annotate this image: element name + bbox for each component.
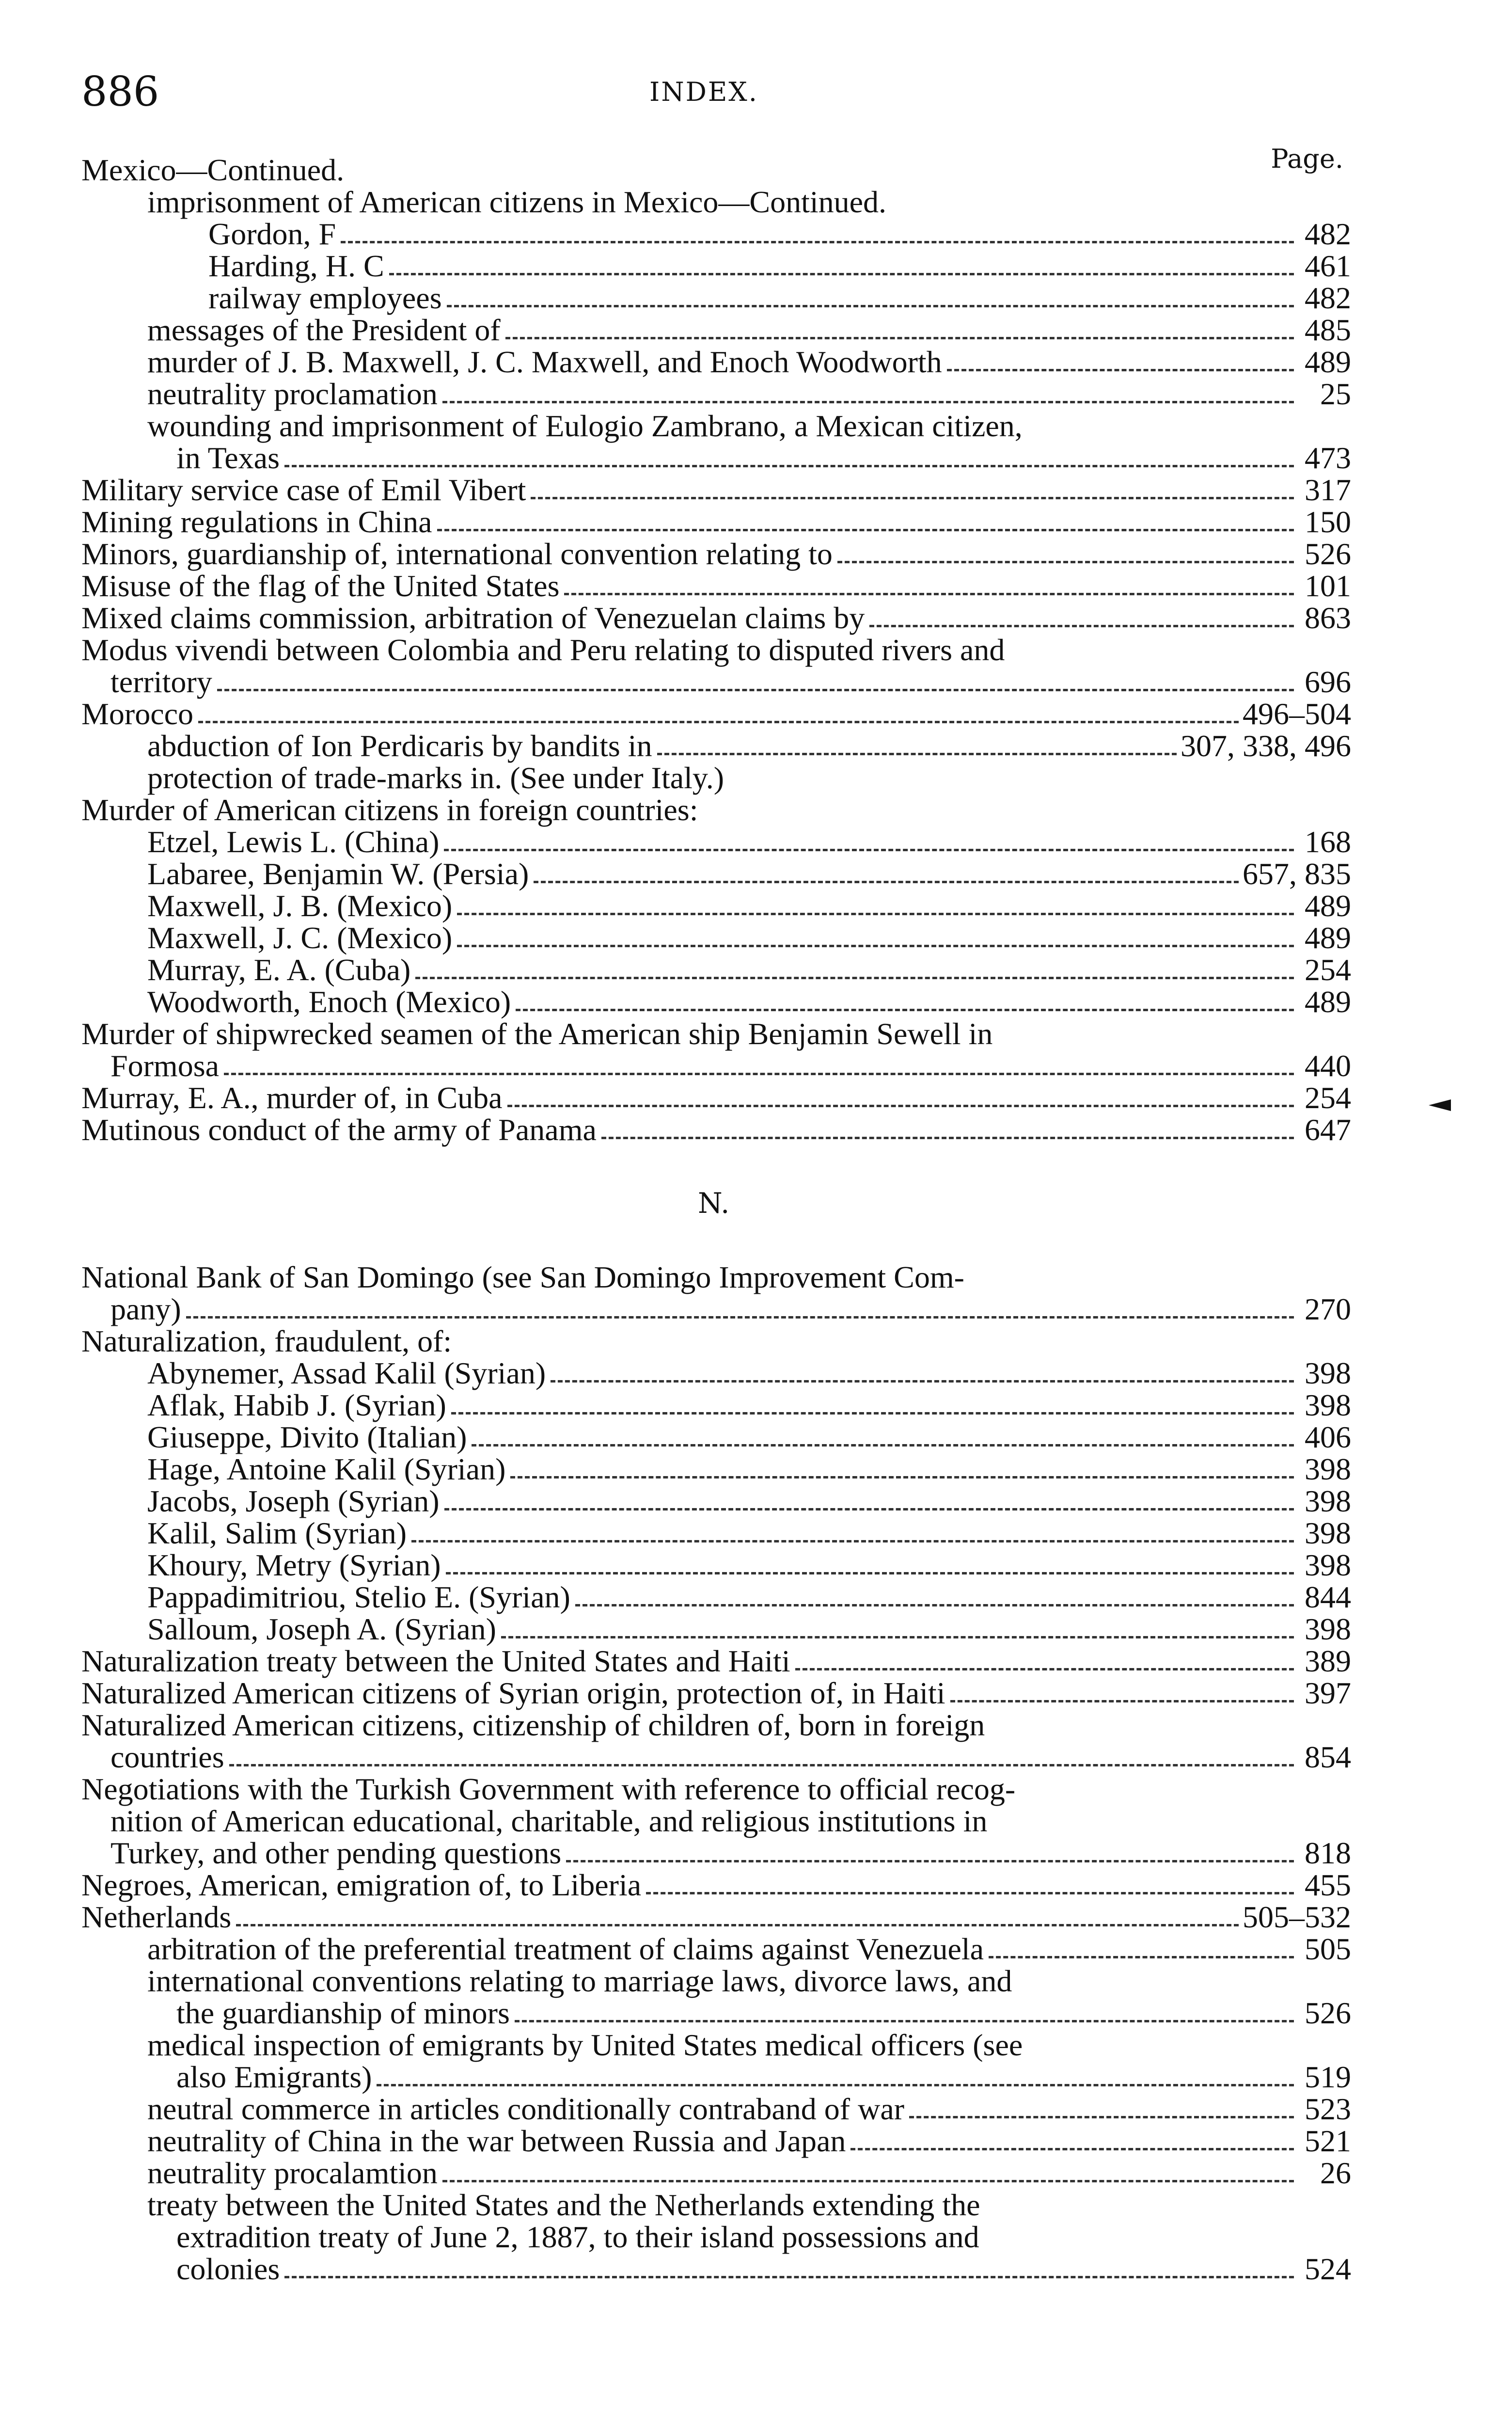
dot-leader bbox=[646, 1892, 1294, 1894]
index-entry bbox=[81, 2189, 1351, 2285]
page-column-label: Page. bbox=[1271, 143, 1343, 174]
dot-leader bbox=[389, 273, 1294, 275]
dot-leader bbox=[657, 753, 1177, 755]
dot-leader bbox=[566, 1860, 1294, 1862]
dot-leader bbox=[229, 1764, 1294, 1766]
dot-leader bbox=[377, 2084, 1294, 2086]
entry-continuation: the guardianship of minors bbox=[176, 1996, 510, 2030]
page-reference: 489 bbox=[1305, 345, 1351, 379]
index-entry bbox=[81, 922, 1351, 954]
entry-continuation: countries bbox=[110, 1740, 224, 1774]
dot-leader bbox=[531, 497, 1294, 499]
page-reference: 398 bbox=[1305, 1356, 1351, 1390]
entry-continuation: nition of American educational, charitable, and religious institutions in bbox=[110, 1804, 988, 1838]
page-reference: 854 bbox=[1305, 1740, 1351, 1774]
index-entry bbox=[81, 1082, 1351, 1114]
index-entry bbox=[81, 890, 1351, 922]
dot-leader bbox=[950, 1700, 1294, 1702]
index-entry bbox=[81, 1965, 1351, 2029]
dot-leader bbox=[795, 1668, 1294, 1670]
index-entry bbox=[81, 1613, 1351, 1645]
index-entry bbox=[81, 2093, 1351, 2125]
index-entry bbox=[81, 1933, 1351, 1965]
page-reference: 526 bbox=[1305, 1996, 1351, 2030]
dot-leader bbox=[446, 1572, 1294, 1574]
section-m-entries bbox=[81, 154, 1351, 1146]
entry-text: treaty between the United States and the Netherlands extending the bbox=[147, 2188, 980, 2222]
page-reference: 482 bbox=[1305, 217, 1351, 251]
page-reference: 26 bbox=[1320, 2156, 1351, 2190]
index-entry bbox=[81, 1389, 1351, 1421]
entry-text: protection of trade-marks in. (See under Italy.) bbox=[147, 761, 724, 795]
dot-leader bbox=[444, 1508, 1294, 1510]
entry-text: Naturalized American citizens, citizenship of children of, born in foreign bbox=[81, 1708, 985, 1742]
entry-text: Khoury, Metry (Syrian) bbox=[147, 1548, 441, 1582]
page-reference: 25 bbox=[1320, 377, 1351, 411]
index-entry bbox=[81, 1517, 1351, 1549]
index-entry bbox=[81, 730, 1351, 762]
page-reference: 519 bbox=[1305, 2060, 1351, 2094]
index-entry bbox=[81, 314, 1351, 346]
page-reference: 440 bbox=[1305, 1049, 1351, 1083]
dot-leader bbox=[472, 1444, 1294, 1446]
entry-continuation: in Texas bbox=[176, 441, 280, 475]
entry-text: Gordon, F bbox=[208, 217, 336, 251]
entry-text: murder of J. B. Maxwell, J. C. Maxwell, and Enoch Woodworth bbox=[147, 345, 942, 379]
index-entry bbox=[81, 570, 1351, 602]
page-reference: 101 bbox=[1305, 569, 1351, 603]
dot-leader bbox=[224, 1073, 1294, 1075]
index-entry bbox=[81, 986, 1351, 1018]
dot-leader bbox=[284, 465, 1294, 467]
entry-text: wounding and imprisonment of Eulogio Zambrano, a Mexican citizen, bbox=[147, 409, 1023, 443]
dot-leader bbox=[437, 529, 1294, 531]
dot-leader bbox=[505, 337, 1294, 339]
entry-text: medical inspection of emigrants by United States medical officers (see bbox=[147, 2028, 1023, 2062]
index-entry bbox=[81, 1421, 1351, 1453]
dot-leader bbox=[236, 1924, 1239, 1926]
page-reference: 524 bbox=[1305, 2252, 1351, 2286]
dot-leader bbox=[850, 2148, 1294, 2150]
index-entry bbox=[81, 282, 1351, 314]
entry-continuation: Turkey, and other pending questions bbox=[110, 1836, 562, 1870]
entry-text: Giuseppe, Divito (Italian) bbox=[147, 1420, 467, 1454]
entry-text: Harding, H. C bbox=[208, 249, 384, 283]
entry-text: Mixed claims commission, arbitration of Venezuelan claims by bbox=[81, 601, 865, 635]
index-entry bbox=[81, 218, 1351, 250]
entry-continuation: territory bbox=[110, 665, 212, 699]
index-entry bbox=[81, 1645, 1351, 1677]
dot-leader bbox=[457, 913, 1294, 915]
dot-leader bbox=[601, 1137, 1294, 1139]
page-reference: 489 bbox=[1305, 921, 1351, 955]
index-entry bbox=[81, 794, 1351, 826]
entry-text: Abynemer, Assad Kalil (Syrian) bbox=[147, 1356, 546, 1390]
dot-leader bbox=[989, 1956, 1294, 1958]
dot-leader bbox=[442, 2180, 1294, 2182]
index-entry bbox=[81, 954, 1351, 986]
dot-leader bbox=[869, 625, 1294, 627]
dot-leader bbox=[534, 881, 1239, 883]
entry-text: Pappadimitriou, Stelio E. (Syrian) bbox=[147, 1580, 570, 1614]
entry-text: Naturalization, fraudulent, of: bbox=[81, 1324, 452, 1358]
index-entry bbox=[81, 186, 1351, 218]
index-entry bbox=[81, 474, 1351, 506]
entry-continuation: also Emigrants) bbox=[176, 2060, 372, 2094]
page-reference: 150 bbox=[1305, 505, 1351, 539]
page-reference: 455 bbox=[1305, 1868, 1351, 1902]
entry-text: Salloum, Joseph A. (Syrian) bbox=[147, 1612, 496, 1646]
index-entry bbox=[81, 2157, 1351, 2189]
index-entry bbox=[81, 1357, 1351, 1389]
entry-continuation: extradition treaty of June 2, 1887, to their island possessions and bbox=[176, 2220, 979, 2254]
page-reference: 398 bbox=[1305, 1484, 1351, 1518]
entry-continuation: pany) bbox=[110, 1292, 181, 1326]
dot-leader bbox=[909, 2116, 1294, 2118]
page-reference: 307, 338, 496 bbox=[1181, 729, 1351, 763]
page-reference: 485 bbox=[1305, 313, 1351, 347]
entry-text: Naturalized American citizens of Syrian origin, protection of, in Haiti bbox=[81, 1676, 945, 1710]
entry-text: Naturalization treaty between the United States and Haiti bbox=[81, 1644, 790, 1678]
dot-leader bbox=[284, 2276, 1294, 2278]
page-reference: 168 bbox=[1305, 825, 1351, 859]
entry-text: National Bank of San Domingo (see San Domingo Improvement Com- bbox=[81, 1260, 964, 1294]
running-head: INDEX. bbox=[649, 77, 758, 107]
section-letter-n: N. bbox=[698, 1187, 730, 1220]
entry-text: imprisonment of American citizens in Mexico—Continued. bbox=[147, 185, 887, 219]
index-entry bbox=[81, 1485, 1351, 1517]
index-entry bbox=[81, 602, 1351, 634]
entry-text: Modus vivendi between Colombia and Peru relating to disputed rivers and bbox=[81, 633, 1005, 667]
entry-text: Maxwell, J. C. (Mexico) bbox=[147, 921, 453, 955]
index-entry bbox=[81, 1709, 1351, 1773]
entry-text: Aflak, Habib J. (Syrian) bbox=[147, 1388, 446, 1422]
index-entry bbox=[81, 762, 1351, 794]
index-entry bbox=[81, 538, 1351, 570]
dot-leader bbox=[510, 1476, 1294, 1478]
page-reference: 863 bbox=[1305, 601, 1351, 635]
page-reference: 389 bbox=[1305, 1644, 1351, 1678]
index-entry bbox=[81, 1549, 1351, 1581]
margin-pointer-icon bbox=[1429, 1099, 1451, 1111]
dot-leader bbox=[415, 977, 1294, 979]
index-entry bbox=[81, 698, 1351, 730]
index-entry bbox=[81, 1018, 1351, 1082]
dot-leader bbox=[186, 1316, 1294, 1319]
index-entry bbox=[81, 634, 1351, 698]
entry-text: Labaree, Benjamin W. (Persia) bbox=[147, 857, 529, 891]
entry-text: Mining regulations in China bbox=[81, 505, 432, 539]
dot-leader bbox=[411, 1540, 1294, 1542]
entry-text: Negotiations with the Turkish Government with reference to official recog- bbox=[81, 1772, 1016, 1806]
dot-leader bbox=[217, 689, 1294, 691]
index-entry bbox=[81, 2029, 1351, 2093]
dot-leader bbox=[947, 369, 1294, 371]
page-reference: 523 bbox=[1305, 2092, 1351, 2126]
entry-text: Mutinous conduct of the army of Panama bbox=[81, 1113, 597, 1147]
entry-text: Mexico—Continued. bbox=[81, 153, 345, 187]
page-reference: 317 bbox=[1305, 473, 1351, 507]
index-entry bbox=[81, 1114, 1351, 1146]
entry-text: Murder of shipwrecked seamen of the American ship Benjamin Sewell in bbox=[81, 1017, 993, 1051]
dot-leader bbox=[507, 1105, 1294, 1107]
dot-leader bbox=[564, 593, 1294, 595]
page-reference: 398 bbox=[1305, 1516, 1351, 1550]
index-entry bbox=[81, 2125, 1351, 2157]
entry-continuation: Formosa bbox=[110, 1049, 219, 1083]
page-reference: 406 bbox=[1305, 1420, 1351, 1454]
index-entry bbox=[81, 346, 1351, 378]
dot-leader bbox=[442, 401, 1294, 403]
page-reference: 254 bbox=[1305, 953, 1351, 987]
dot-leader bbox=[501, 1636, 1294, 1638]
page-reference: 844 bbox=[1305, 1580, 1351, 1614]
entry-text: Etzel, Lewis L. (China) bbox=[147, 825, 440, 859]
page-reference: 647 bbox=[1305, 1113, 1351, 1147]
entry-text: neutrality of China in the war between Russia and Japan bbox=[147, 2124, 846, 2158]
dot-leader bbox=[551, 1380, 1294, 1383]
index-entry bbox=[81, 1869, 1351, 1901]
page-reference: 521 bbox=[1305, 2124, 1351, 2158]
index-entry bbox=[81, 826, 1351, 858]
entry-text: Murray, E. A., murder of, in Cuba bbox=[81, 1081, 503, 1115]
entry-text: Kalil, Salim (Syrian) bbox=[147, 1516, 407, 1550]
dot-leader bbox=[516, 1009, 1294, 1011]
page-reference: 818 bbox=[1305, 1836, 1351, 1870]
dot-leader bbox=[575, 1604, 1294, 1606]
dot-leader bbox=[515, 2020, 1294, 2022]
page-reference: 657, 835 bbox=[1243, 857, 1351, 891]
index-entry bbox=[81, 250, 1351, 282]
entry-text: railway employees bbox=[208, 281, 442, 315]
dot-leader bbox=[457, 945, 1294, 947]
entry-text: Minors, guardianship of, international convention relating to bbox=[81, 537, 833, 571]
index-entry bbox=[81, 1261, 1351, 1325]
index-entry bbox=[81, 858, 1351, 890]
entry-text: Murder of American citizens in foreign countries: bbox=[81, 793, 698, 827]
index-entry bbox=[81, 1581, 1351, 1613]
entry-text: Morocco bbox=[81, 697, 194, 731]
page-number: 886 bbox=[81, 68, 159, 115]
dot-leader bbox=[451, 1412, 1294, 1415]
dot-leader bbox=[341, 241, 1294, 243]
page-reference: 398 bbox=[1305, 1388, 1351, 1422]
dot-leader bbox=[837, 561, 1294, 563]
page-reference: 270 bbox=[1305, 1292, 1351, 1326]
entry-text: Jacobs, Joseph (Syrian) bbox=[147, 1484, 440, 1518]
index-entry bbox=[81, 506, 1351, 538]
dot-leader bbox=[447, 305, 1294, 307]
entry-text: Netherlands bbox=[81, 1900, 232, 1934]
page-reference: 473 bbox=[1305, 441, 1351, 475]
page-reference: 461 bbox=[1305, 249, 1351, 283]
index-entry bbox=[81, 378, 1351, 410]
index-entry bbox=[81, 410, 1351, 474]
index-entry bbox=[81, 1901, 1351, 1933]
page-reference: 489 bbox=[1305, 985, 1351, 1019]
page-reference: 254 bbox=[1305, 1081, 1351, 1115]
page-reference: 482 bbox=[1305, 281, 1351, 315]
entry-text: neutrality procalamtion bbox=[147, 2156, 438, 2190]
index-entry bbox=[81, 1325, 1351, 1357]
index-entry bbox=[81, 1773, 1351, 1869]
page-reference: 398 bbox=[1305, 1548, 1351, 1582]
page-reference: 496–504 bbox=[1243, 697, 1351, 731]
entry-text: Murray, E. A. (Cuba) bbox=[147, 953, 411, 987]
index-entry bbox=[81, 154, 1351, 186]
index-entry bbox=[81, 1453, 1351, 1485]
page-reference: 505–532 bbox=[1243, 1900, 1351, 1934]
index-entry bbox=[81, 1677, 1351, 1709]
page-reference: 489 bbox=[1305, 889, 1351, 923]
entry-text: Misuse of the flag of the United States bbox=[81, 569, 560, 603]
entry-text: neutrality proclamation bbox=[147, 377, 438, 411]
dot-leader bbox=[198, 721, 1239, 723]
entry-text: Woodworth, Enoch (Mexico) bbox=[147, 985, 511, 1019]
entry-text: neutral commerce in articles conditionally contraband of war bbox=[147, 2092, 905, 2126]
page-reference: 696 bbox=[1305, 665, 1351, 699]
entry-text: abduction of Ion Perdicaris by bandits in bbox=[147, 729, 652, 763]
page-reference: 526 bbox=[1305, 537, 1351, 571]
entry-text: international conventions relating to marriage laws, divorce laws, and bbox=[147, 1964, 1012, 1998]
dot-leader bbox=[444, 849, 1294, 851]
page-reference: 505 bbox=[1305, 1932, 1351, 1966]
page-reference: 397 bbox=[1305, 1676, 1351, 1710]
page-reference: 398 bbox=[1305, 1612, 1351, 1646]
page-reference: 398 bbox=[1305, 1452, 1351, 1486]
entry-text: arbitration of the preferential treatment of claims against Venezuela bbox=[147, 1932, 984, 1966]
entry-text: Hage, Antoine Kalil (Syrian) bbox=[147, 1452, 506, 1486]
entry-text: messages of the President of bbox=[147, 313, 501, 347]
entry-continuation: colonies bbox=[176, 2252, 280, 2286]
entry-text: Maxwell, J. B. (Mexico) bbox=[147, 889, 453, 923]
section-n-entries bbox=[81, 1261, 1351, 2285]
entry-text: Military service case of Emil Vibert bbox=[81, 473, 526, 507]
entry-text: Negroes, American, emigration of, to Liberia bbox=[81, 1868, 642, 1902]
